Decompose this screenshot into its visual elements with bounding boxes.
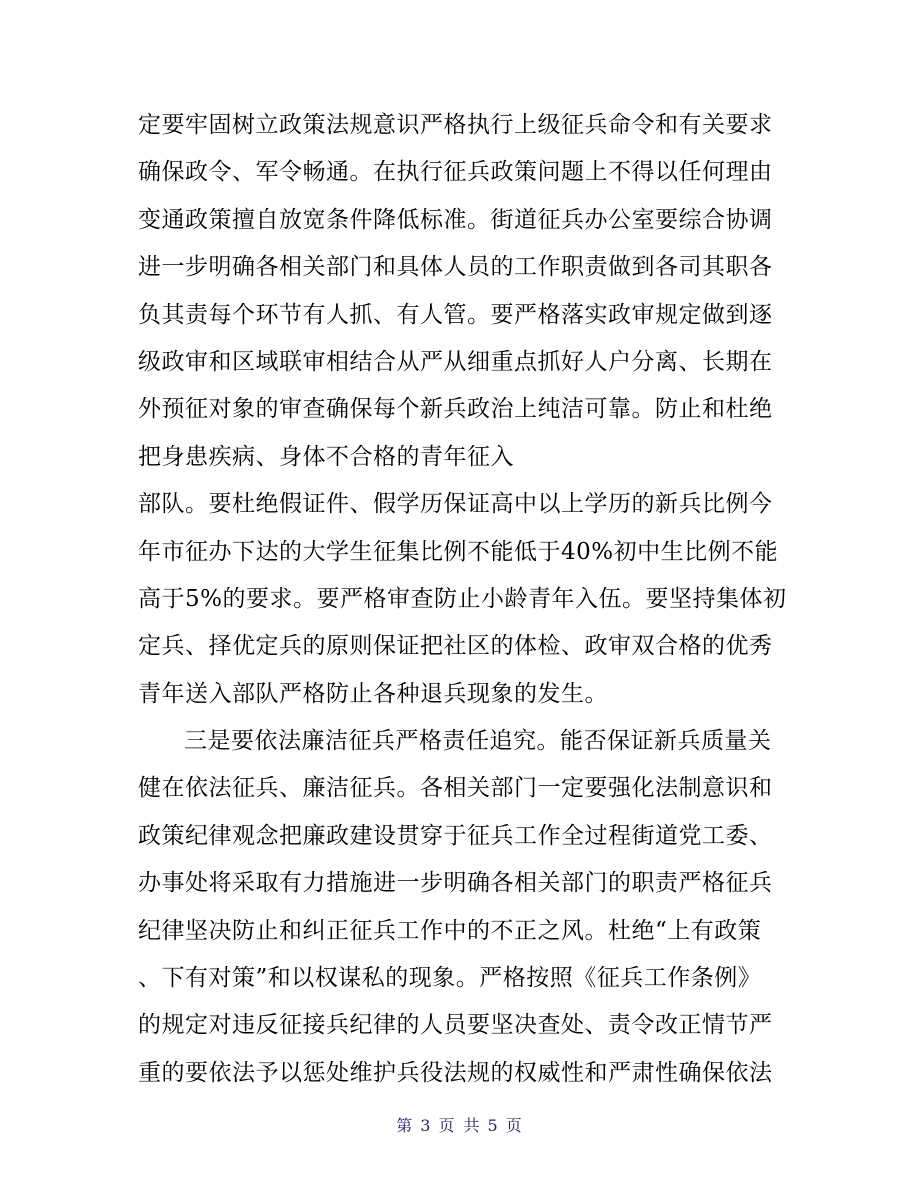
- text-line: 重的要依法予以惩处维护兵役法规的权威性和严肃性确保依法: [138, 1059, 773, 1086]
- text-line: 定要牢固树立政策法规意识严格执行上级征兵命令和有关要求: [138, 112, 773, 138]
- text-line: 政策纪律观念把廉政建设贯穿于征兵工作全过程街道党工委、: [138, 822, 773, 849]
- page-label-prefix: 第: [396, 1116, 415, 1135]
- text-line: 办事处将采取有力措施进一步明确各相关部门的职责严格征兵: [138, 870, 773, 897]
- text-line: 外预征对象的审查确保每个新兵政治上纯洁可靠。防止和杜绝: [138, 396, 773, 423]
- page-footer: [0, 1113, 920, 1136]
- text-line: 年市征办下达的大学生征集比例不能低于40%初中生比例不能: [138, 538, 779, 565]
- page-label-suffix: 页: [505, 1116, 524, 1135]
- text-line: 健在依法征兵、廉洁征兵。各相关部门一定要强化法制意识和: [138, 775, 773, 802]
- text-line: 高于5%的要求。要严格审查防止小龄青年入伍。要坚持集体初: [138, 585, 787, 612]
- text-line: 的规定对违反征接兵纪律的人员要坚决查处、责令改正情节严: [138, 1012, 773, 1039]
- paragraph-start-line: 三是要依法廉洁征兵严格责任追究。能否保证新兵质量关: [184, 728, 772, 755]
- text-line: 部队。要杜绝假证件、假学历保证高中以上学历的新兵比例今: [138, 491, 773, 518]
- text-line: 定兵、择优定兵的原则保证把社区的体检、政审双合格的优秀: [138, 633, 773, 660]
- text-line: 级政审和区域联审相结合从严从细重点抓好人户分离、长期在: [138, 348, 773, 375]
- text-line: 纪律坚决防止和纠正征兵工作中的不正之风。杜绝“上有政策: [138, 917, 762, 944]
- body-text: [138, 102, 788, 1097]
- text-line: 确保政令、军令畅通。在执行征兵政策问题上不得以任何理由: [138, 159, 773, 186]
- total-pages-number: 5: [487, 1116, 500, 1135]
- text-line: 青年送入部队严格防止各种退兵现象的发生。: [138, 680, 608, 707]
- text-line: 负其责每个环节有人抓、有人管。要严格落实政审规定做到逐: [138, 301, 773, 328]
- text-line: 、下有对策”和以权谋私的现象。严格按照《征兵工作条例》: [138, 965, 762, 992]
- page-label-mid: 页 共: [438, 1116, 482, 1135]
- text-line: 进一步明确各相关部门和具体人员的工作职责做到各司其职各: [138, 254, 773, 281]
- text-line: 变通政策擅自放宽条件降低标准。街道征兵办公室要综合协调: [138, 206, 773, 233]
- current-page-number: 3: [420, 1116, 433, 1135]
- text-line: 把身患疾病、身体不合格的青年征入: [138, 443, 514, 470]
